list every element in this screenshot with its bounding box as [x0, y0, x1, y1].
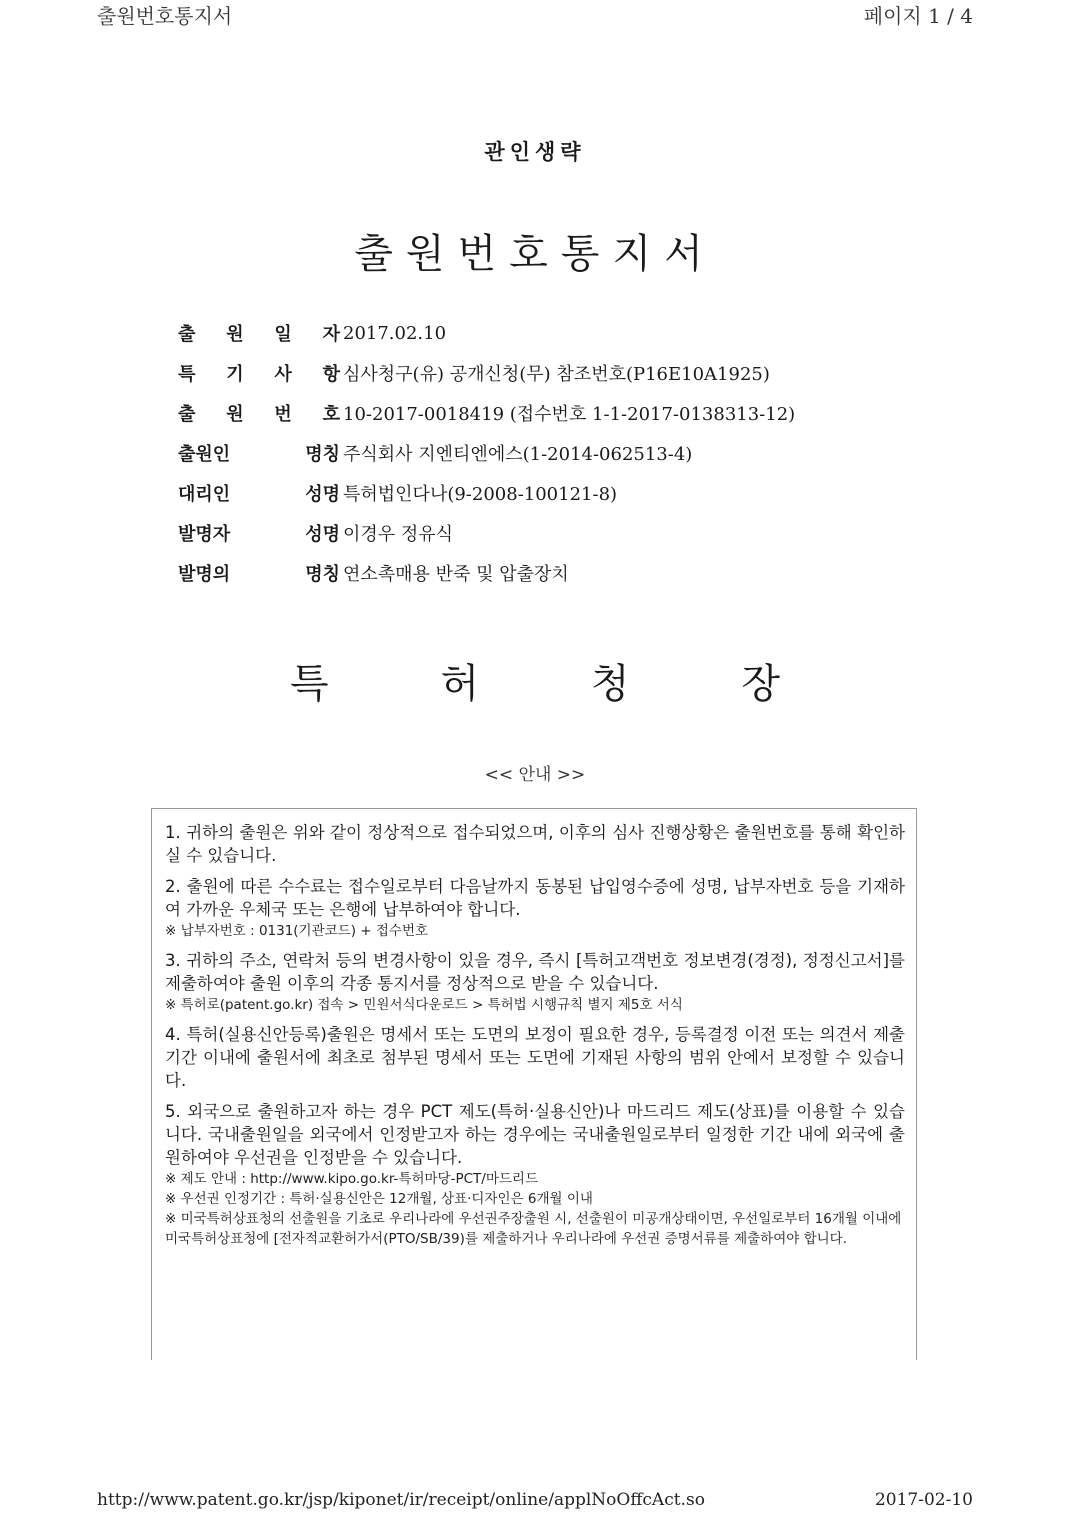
field-label	[178, 480, 340, 506]
field-row	[178, 433, 795, 473]
seal-omitted-label: 관인생략	[484, 140, 586, 164]
field-label-part: 성명	[305, 484, 340, 505]
notice-text: 4. 특허(실용신안등록)출원은 명세서 또는 도면의 보정이 필요한 경우, 등록결정 이전 또는 의견서 제출기간 이내에 출원서에 최초로 첨부된 명세서 또는 도면에 기재된 사항의 범위 안에서 보정할 수 있습니다.	[165, 1025, 905, 1090]
notice-note: ※ 우선권 인정기간 : 특허·실용신안은 12개월, 상표·디자인은 6개월 이내	[165, 1191, 593, 1207]
field-value: 연소촉매용 반죽 및 압출장치	[343, 564, 569, 585]
field-label	[178, 560, 340, 586]
office-char: 허	[440, 661, 480, 707]
notice-text: 1. 귀하의 출원은 위와 같이 정상적으로 접수되었으며, 이후의 심사 진행상황은 출원번호를 통해 확인하실 수 있습니다.	[165, 823, 905, 865]
field-label	[178, 360, 340, 386]
field-label-part: 출원인	[178, 444, 231, 465]
notice-item	[165, 1100, 905, 1249]
office-char: 특	[290, 661, 329, 707]
application-fields	[178, 313, 795, 593]
footer-date: 2017-02-10	[874, 1490, 973, 1510]
field-label-part: 발명자	[178, 524, 231, 545]
field-label-part: 대리인	[178, 484, 231, 505]
header-page-number: 페이지 1 / 4	[863, 4, 973, 28]
field-label-part: 원	[226, 404, 244, 425]
notice-text: 3. 귀하의 주소, 연락처 등의 변경사항이 있을 경우, 즉시 [특허고객번호 정보변경(경정), 정정신고서]를 제출하여야 출원 이후의 각종 통지서를 정상적으로 받을 수 있습니다.	[165, 951, 905, 993]
field-label-part: 원	[226, 324, 244, 345]
field-label-part: 발명의	[178, 564, 231, 585]
field-value: 2017.02.10	[343, 322, 447, 344]
office-char: 청	[590, 661, 630, 707]
office-signature	[290, 652, 780, 709]
field-row	[178, 553, 795, 593]
field-label-part: 번	[274, 404, 292, 425]
field-row	[178, 473, 795, 513]
office-char: 장	[741, 661, 780, 707]
field-label-part: 특	[178, 364, 196, 385]
field-row	[178, 513, 795, 553]
field-label-part: 일	[274, 324, 292, 345]
notice-text: 2. 출원에 따른 수수료는 접수일로부터 다음날까지 동봉된 납입영수증에 성명, 납부자번호 등을 기재하여 가까운 우체국 또는 은행에 납부하여야 합니다.	[165, 877, 905, 919]
notice-item	[165, 1023, 905, 1092]
notice-note: ※ 미국특허상표청의 선출원을 기초로 우리나라에 우선권주장출원 시, 선출원이 미공개상태이면, 우선일로부터 16개월 이내에 미국특허상표청에 [전자적교환허가서(PTO/SB/39)를 제출하거나 우리나라에 우선권 증명서류를 제출하여야 합니다.	[165, 1211, 902, 1247]
notice-item	[165, 821, 905, 867]
field-value: 주식회사 지엔티엔에스(1-2014-062513-4)	[343, 444, 693, 465]
notice-item	[165, 949, 905, 1015]
field-value: 특허법인다나(9-2008-100121-8)	[343, 484, 618, 505]
notice-list	[165, 821, 905, 1257]
field-label-part: 명칭	[305, 564, 340, 585]
notice-box	[151, 808, 917, 1360]
field-label-part: 명칭	[305, 444, 340, 465]
field-label-part: 호	[322, 404, 340, 425]
field-label-part: 출	[178, 324, 196, 345]
field-value: 10-2017-0018419 (접수번호 1-1-2017-0138313-12)	[343, 404, 796, 425]
notice-note: ※ 제도 안내 : http://www.kipo.go.kr-특허마당-PCT/마드리드	[165, 1171, 538, 1187]
notice-note: ※ 특허로(patent.go.kr) 접속 > 민원서식다운로드 > 특허법 시행규칙 별지 제5호 서식	[165, 997, 683, 1013]
field-value: 이경우 정유식	[343, 524, 454, 545]
field-label	[178, 440, 340, 466]
field-label	[178, 320, 340, 346]
field-value: 심사청구(유) 공개신청(무) 참조번호(P16E10A1925)	[343, 364, 770, 385]
field-label	[178, 520, 340, 546]
footer-url[interactable]: http://www.patent.go.kr/jsp/kiponet/ir/receipt/online/applNoOffcAct.so	[97, 1490, 705, 1510]
field-label-part: 성명	[305, 524, 340, 545]
field-label	[178, 400, 340, 426]
guide-title: << 안내 >>	[484, 765, 586, 785]
header-doc-title: 출원번호통지서	[97, 4, 233, 28]
document-title: 출원번호통지서	[354, 231, 716, 277]
field-label-part: 출	[178, 404, 196, 425]
field-row	[178, 313, 795, 353]
field-label-part: 기	[226, 364, 244, 385]
notice-note: ※ 납부자번호 : 0131(기관코드) + 접수번호	[165, 923, 429, 939]
field-row	[178, 393, 795, 433]
field-label-part: 항	[322, 364, 340, 385]
field-label-part: 사	[274, 364, 292, 385]
notice-text: 5. 외국으로 출원하고자 하는 경우 PCT 제도(특허·실용신안)나 마드리드 제도(상표)를 이용할 수 있습니다. 국내출원일을 외국에서 인정받고자 하는 경우에는 국내출원일로부터 일정한 기간 내에 외국에 출원하여야 우선권을 인정받을 수 있습니다.	[165, 1102, 905, 1167]
field-row	[178, 353, 795, 393]
field-label-part: 자	[322, 324, 340, 345]
notice-item	[165, 875, 905, 941]
